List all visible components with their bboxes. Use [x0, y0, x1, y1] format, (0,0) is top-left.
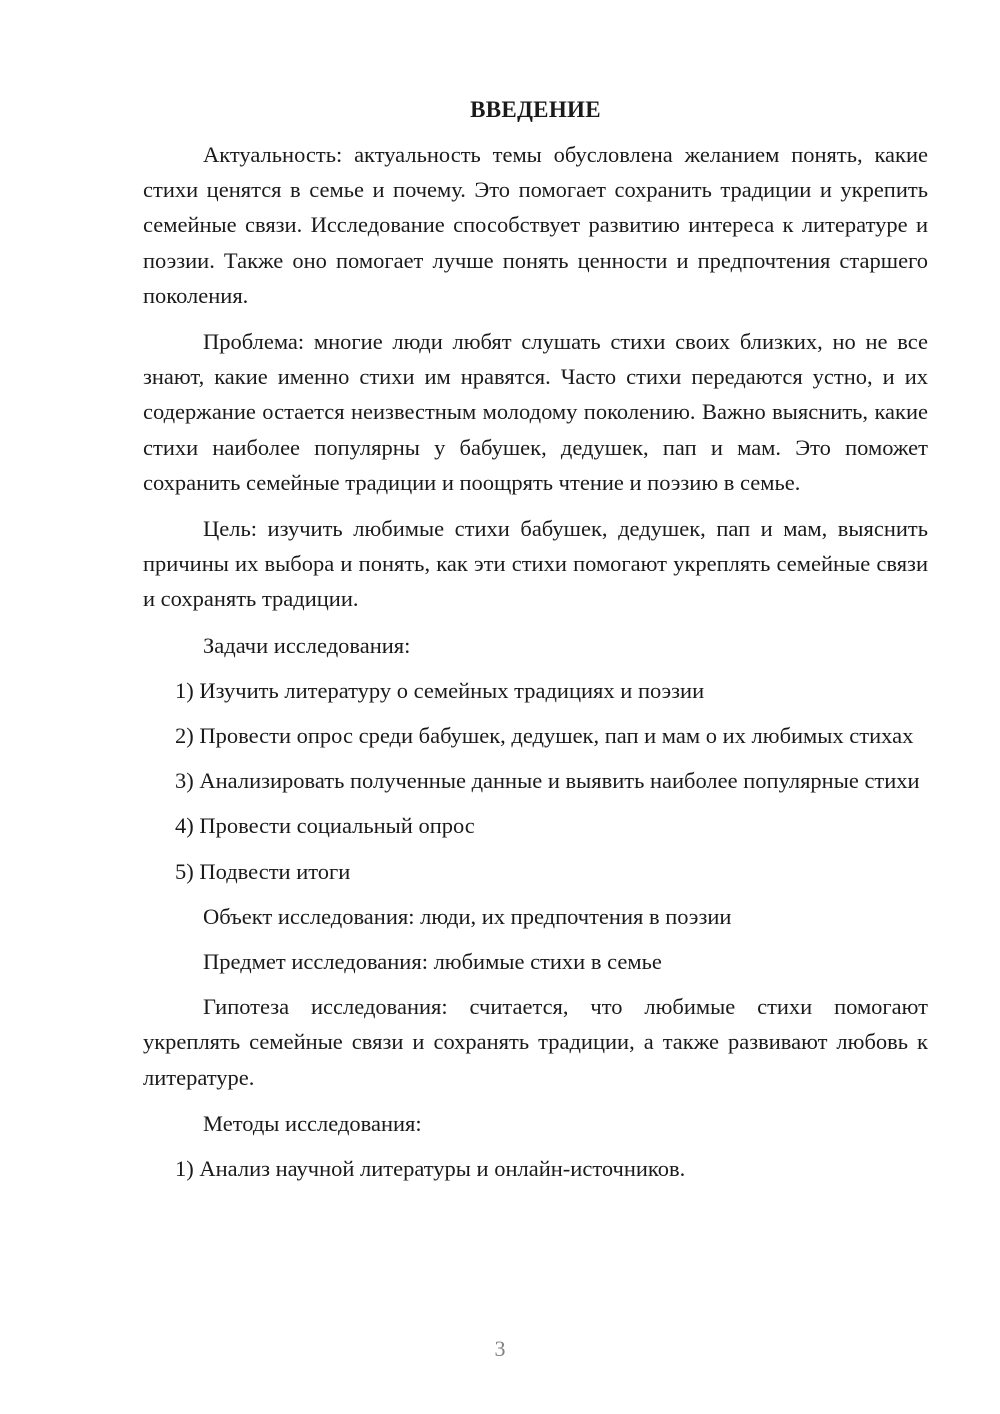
relevance-paragraph: Актуальность: актуальность темы обусловлена желанием понять, какие стихи ценятся в семье и почему. Это помогает сохранить традиции и укрепить семейные связи. Исследование способствует развитию интереса к литературе и поэзии. Также оно помогает лучше понять ценности и предпочтения старшего поколения.: [143, 142, 928, 308]
tasks-title: Задачи исследования:: [203, 632, 411, 658]
object-paragraph: Объект исследования: люди, их предпочтения в поэзии: [203, 903, 732, 929]
task-item-3: 3) Анализировать полученные данные и выявить наиболее популярные стихи: [175, 768, 920, 794]
hypothesis-paragraph: Гипотеза исследования: считается, что любимые стихи помогают укреплять семейные связи и сохранять традиции, а также развивают любовь к литературе.: [143, 994, 928, 1090]
goal-paragraph: Цель: изучить любимые стихи бабушек, дедушек, пап и мам, выяснить причины их выбора и понять, как эти стихи помогают укреплять семейные связи и сохранять традиции.: [143, 516, 928, 612]
task-item-2: 2) Провести опрос среди бабушек, дедушек, пап и мам о их любимых стихах: [175, 723, 914, 749]
task-item-1: 1) Изучить литературу о семейных традициях и поэзии: [175, 677, 705, 703]
problem-paragraph: Проблема: многие люди любят слушать стихи своих близких, но не все знают, какие именно стихи им нравятся. Часто стихи передаются устно, и их содержание остается неизвестным молодому поколению. Важно выяснить, какие стихи наиболее популярны у бабушек, дедушек, пап и мам. Это поможет сохранить семейные традиции и поощрять чтение и поэзию в семье.: [143, 329, 928, 495]
page-content: [143, 92, 928, 1186]
page-title: ВВЕДЕНИЕ: [470, 97, 601, 122]
task-item-5: 5) Подвести итоги: [175, 858, 351, 884]
method-item-1: 1) Анализ научной литературы и онлайн-источников.: [175, 1156, 686, 1182]
methods-title: Методы исследования:: [203, 1110, 422, 1136]
subject-paragraph: Предмет исследования: любимые стихи в семье: [203, 949, 662, 975]
task-item-4: 4) Провести социальный опрос: [175, 813, 475, 839]
page-number: 3: [494, 1336, 506, 1361]
